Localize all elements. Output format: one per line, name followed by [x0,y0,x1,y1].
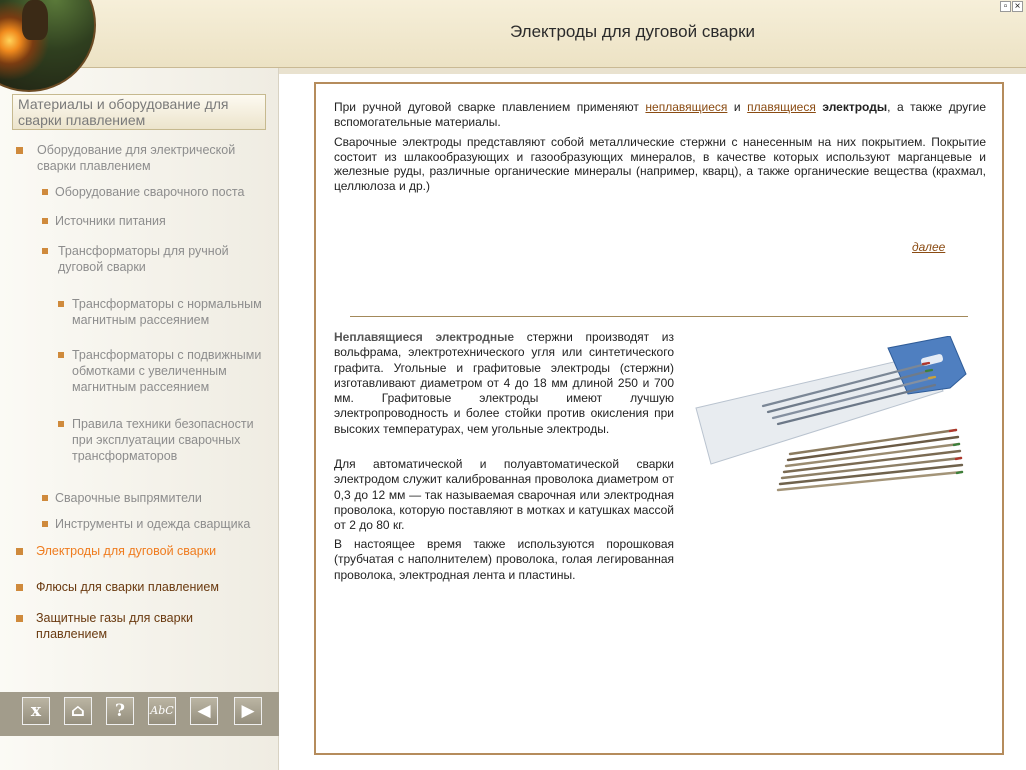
minimize-button[interactable]: ▫ [1000,1,1011,12]
page-title: Электроды для дуговой сварки [510,22,756,41]
section-paragraph-3: В настоящее время также используются порошковая (трубчатая с наполнителем) проволока, голая легированная проволока, электродная лента и пластины. [334,537,674,582]
bullet-icon [16,548,23,555]
intro-paragraph-2: Сварочные электроды представляют собой металлические стержни с нанесенным на них покрытием. Покрытие состоит из шлакообразующих и газообразующих минералов, в качестве которых используют марганцевые и железные руды, различные органические минералы (например, кварц), а также органические вещества (крахмал, целлюлоза и др.) [334,135,986,193]
loose-electrodes [778,430,962,490]
electrode-case [696,336,966,464]
section-paragraph-2: Для автоматической и полуавтоматической сварки электродом служит калиброванная проволока диаметром от 0,3 до 12 мм — так называемая сварочная или электродная проволока, которую поставляют в мотках и катушках массой от 2 до 80 кг. [334,457,674,533]
bullet-icon [16,147,23,154]
bullet-icon [58,421,64,427]
home-button[interactable]: ⌂ [64,697,92,725]
bullet-icon [42,521,48,527]
close-button[interactable]: × [1012,1,1023,12]
section-divider [350,316,968,317]
forward-button[interactable]: ▶ [234,697,262,725]
link-consumable[interactable]: плавящиеся [747,100,816,114]
exit-button[interactable]: x [22,697,50,725]
bullet-icon [58,301,64,307]
bullet-icon [42,248,48,254]
intro-paragraph-1: При ручной дуговой сварке плавлением применяют неплавящиеся и плавящиеся электроды, а также другие вспомогательные материалы. [334,100,987,129]
content-panel [314,82,1004,755]
sidebar-item-tools-clothing[interactable]: Инструменты и одежда сварщика [40,516,270,532]
bottom-toolbar [0,692,279,736]
sidebar-item-electrodes[interactable]: Электроды для дуговой сварки [16,543,266,559]
electrodes-image [688,336,973,501]
link-non-consumable[interactable]: неплавящиеся [645,100,728,114]
header-bar [0,0,1026,68]
sidebar-item-transformers-manual[interactable]: Трансформаторы для ручной дуговой сварки [40,243,250,275]
back-button[interactable]: ◀ [190,697,218,725]
glossary-button[interactable]: AbC [148,697,176,725]
sidebar-item-transformers-movable[interactable]: Трансформаторы с подвижными обмотками с увеличенным магнитным рассеянием [58,347,270,395]
section-paragraph-1: Неплавящиеся электродные стержни производят из вольфрама, электротехнического угля или синтетического графита. Угольные и графитовые электроды (стержни) изготавливают диаметром от 4 до 18 мм длиной 250 и 700 мм. Графитовые электроды имеют лучшую электропроводность и более стойки против окисления при высоких температурах, чем угольные электроды. [334,330,674,436]
help-button[interactable]: ? [106,697,134,725]
bullet-icon [42,218,48,224]
sidebar-item-welding-post-equipment[interactable]: Оборудование сварочного поста [40,184,270,200]
sidebar-section-title[interactable]: Материалы и оборудование для сварки плавлением [12,94,266,130]
bullet-icon [58,352,64,358]
sidebar-item-shielding-gases[interactable]: Защитные газы для сварки плавлением [16,610,226,642]
bullet-icon [16,615,23,622]
sidebar-item-power-sources[interactable]: Источники питания [40,213,270,229]
bullet-icon [42,495,48,501]
more-link[interactable]: далее [912,240,946,254]
sidebar-item-safety-rules[interactable]: Правила техники безопасности при эксплуатации сварочных трансформаторов [58,416,270,464]
bullet-icon [16,584,23,591]
sidebar-item-rectifiers[interactable]: Сварочные выпрямители [40,490,270,506]
sidebar-item-electric-welding-equipment[interactable]: Оборудование для электрической сварки плавлением [16,142,256,174]
sidebar-item-transformers-normal[interactable]: Трансформаторы с нормальным магнитным рассеянием [58,296,270,328]
sidebar-item-fluxes[interactable]: Флюсы для сварки плавлением [16,579,266,595]
bullet-icon [42,189,48,195]
